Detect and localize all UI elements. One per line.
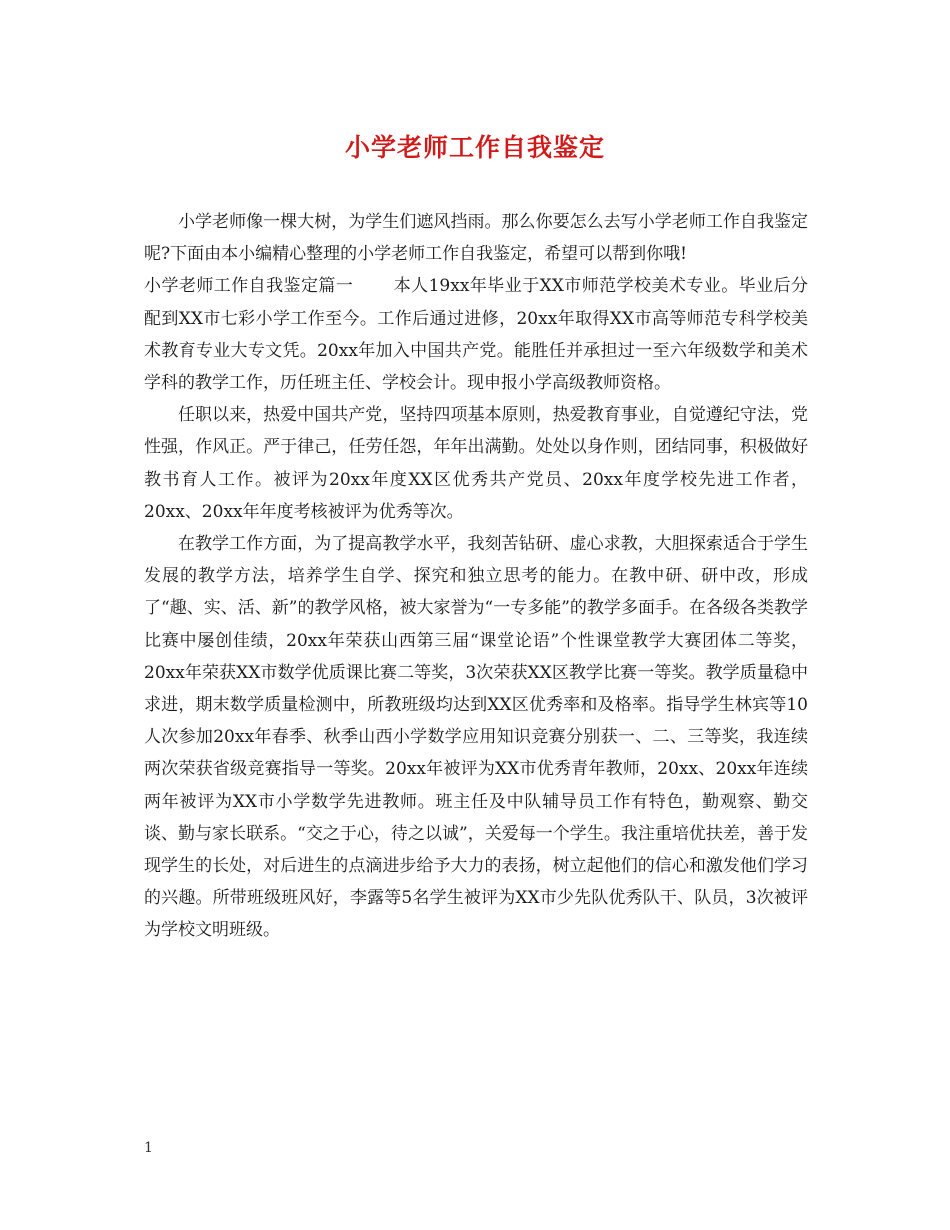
document-body [144, 206, 808, 947]
section-text: 本人19xx年毕业于XX市师范学校美术专业。毕业后分配到XX市七彩小学工作至今。工作后通过进修，20xx年取得XX市高等师范专科学校美术教育专业大专文凭。20xx年加入中国共产党。能胜任并承担过一至六年级数学和美术学科的教学工作，历任班主任、学校会计。现申报小学高级教师资格。 [144, 276, 809, 394]
section-paragraph [144, 270, 808, 399]
section-heading: 小学老师工作自我鉴定篇一 [144, 276, 354, 297]
intro-paragraph: 小学老师像一棵大树，为学生们遮风挡雨。那么你要怎么去写小学老师工作自我鉴定呢?下面由本小编精心整理的小学老师工作自我鉴定，希望可以帮到你哦! [144, 212, 808, 265]
document-title: 小学老师工作自我鉴定 [344, 133, 605, 162]
body-paragraph-conduct: 任职以来，热爱中国共产党，坚持四项基本原则，热爱教育事业，自觉遵纪守法，党性强，作风正。严于律己，任劳任怨，年年出满勤。处处以身作则，团结同事，积极做好教书育人工作。被评为20xx年度XX区优秀共产党员、20xx年度学校先进工作者，20xx、20xx年年度考核被评为优秀等次。 [144, 405, 808, 522]
body-paragraph-teaching: 在教学工作方面，为了提高教学水平，我刻苦钻研、虚心求教，大胆探索适合于学生发展的教学方法，培养学生自学、探究和独立思考的能力。在教中研、研中改，形成了“趣、实、活、新”的教学风格，被大家誉为“一专多能”的教学多面手。在各级各类教学比赛中屡创佳绩，20xx年荣获山西第三届“课堂论语”个性课堂教学大赛团体二等奖，20xx年荣获XX市数学优质课比赛二等奖，3次荣获XX区教学比赛一等奖。教学质量稳中求进，期末数学质量检测中，所教班级均达到XX区优秀率和及格率。指导学生林宾等10人次参加20xx年春季、秋季山西小学数学应用知识竞赛分别获一、二、三等奖，我连续两次荣获省级竞赛指导一等奖。20xx年被评为XX市优秀青年教师，20xx、20xx年连续两年被评为XX市小学数学先进教师。班主任及中队辅导员工作有特色，勤观察、勤交谈、勤与家长联系。“交之于心，待之以诚”，关爱每一个学生。我注重培优扶差，善于发现学生的长处，对后进生的点滴进步给予大力的表扬，树立起他们的信心和激发他们学习的兴趣。所带班级班风好，李露等5名学生被评为XX市少先队优秀队干、队员，3次被评为学校文明班级。 [144, 534, 808, 941]
page-number: 1 [144, 1140, 153, 1156]
